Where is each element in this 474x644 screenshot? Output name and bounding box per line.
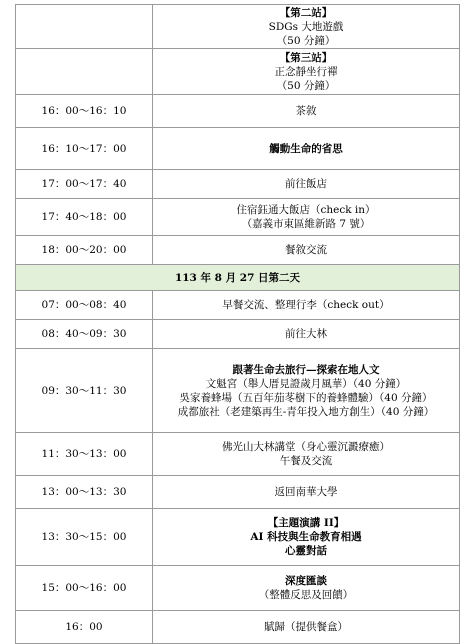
activity-cell <box>153 199 460 236</box>
activity-cell <box>153 236 460 265</box>
schedule-row <box>16 566 460 611</box>
activity-line: 【第三站】 <box>279 51 333 64</box>
schedule-row <box>16 49 460 95</box>
activity-line: 深度匯談 <box>285 575 327 587</box>
schedule-row <box>16 476 460 509</box>
schedule-row <box>16 611 460 644</box>
activity-line: 住宿鈺通大飯店（check in） <box>236 204 376 216</box>
schedule-row <box>16 95 460 128</box>
time-cell <box>16 5 153 49</box>
activity-line: 觸動生命的省思 <box>269 142 343 155</box>
activity-line: 正念靜坐行禪 <box>274 65 338 78</box>
time-cell: 17：40～18：00 <box>16 199 153 236</box>
activity-line: 【主題演講 II】 <box>267 517 345 529</box>
time-cell: 17：00～17：40 <box>16 170 153 199</box>
activity-cell <box>153 611 460 644</box>
time-cell: 18：00～20：00 <box>16 236 153 265</box>
activity-line: 成都旅社（老建築再生-青年投入地方創生）（40 分鐘） <box>177 405 435 418</box>
activity-cell <box>153 128 460 170</box>
schedule-row <box>16 349 460 433</box>
activity-cell <box>153 320 460 349</box>
activity-line: （50 分鐘） <box>276 34 336 47</box>
activity-line: （嘉義市東區維新路 7 號） <box>241 218 371 230</box>
activity-line: 茶敘 <box>295 105 317 117</box>
activity-line: （50 分鐘） <box>276 79 336 92</box>
activity-cell <box>153 95 460 128</box>
activity-line: 【第二站】 <box>279 6 333 19</box>
activity-cell <box>153 433 460 476</box>
activity-line: （整體反思及回饋） <box>258 589 354 601</box>
activity-cell <box>153 566 460 611</box>
day-header: 113 年 8 月 27 日第二天 <box>16 265 460 291</box>
time-cell: 16：00～16：10 <box>16 95 153 128</box>
schedule-row <box>16 320 460 349</box>
schedule-row <box>16 291 460 320</box>
activity-cell <box>153 509 460 566</box>
time-cell: 13：30～15：00 <box>16 509 153 566</box>
schedule-row <box>16 433 460 476</box>
schedule-table <box>15 4 460 644</box>
activity-line: 佛光山大林講堂（身心靈沉澱療癒） <box>222 441 390 453</box>
activity-cell <box>153 476 460 509</box>
activity-cell <box>153 349 460 433</box>
activity-line: 吳家養蜂場（五百年茄苳樹下的養蜂體驗）（40 分鐘） <box>179 391 433 404</box>
activity-line: 跟著生命去旅行—探索在地人文 <box>232 363 380 376</box>
schedule-row <box>16 509 460 566</box>
activity-line: 返回南華大學 <box>274 486 338 498</box>
activity-line: AI 科技與生命教育相遇 <box>250 531 362 543</box>
time-cell: 08：40～09：30 <box>16 320 153 349</box>
schedule-row <box>16 199 460 236</box>
day-header-row <box>16 265 460 291</box>
activity-line: 心靈對話 <box>285 545 327 557</box>
activity-cell <box>153 170 460 199</box>
activity-line: 賦歸（提供餐盒） <box>264 621 348 633</box>
activity-line: 前往大林 <box>285 328 327 340</box>
activity-line: 前往飯店 <box>285 178 327 190</box>
activity-cell <box>153 49 460 95</box>
schedule-row <box>16 128 460 170</box>
activity-line: 文魁宮（舉人厝見證歲月風華）（40 分鐘） <box>205 377 407 390</box>
time-cell <box>16 49 153 95</box>
activity-line: 餐敘交流 <box>285 244 327 256</box>
time-cell: 11：30～13：00 <box>16 433 153 476</box>
schedule-row <box>16 236 460 265</box>
schedule-body <box>16 5 460 644</box>
schedule-row <box>16 170 460 199</box>
activity-line: 早餐交流、整理行李（check out） <box>222 299 390 311</box>
activity-line: 午餐及交流 <box>279 455 333 467</box>
time-cell: 16：00 <box>16 611 153 644</box>
activity-line: SDGs 大地遊戲 <box>268 20 344 33</box>
time-cell: 15：00～16：00 <box>16 566 153 611</box>
time-cell: 09：30～11：30 <box>16 349 153 433</box>
time-cell: 13：00～13：30 <box>16 476 153 509</box>
schedule-row <box>16 5 460 49</box>
time-cell: 07：00～08：40 <box>16 291 153 320</box>
activity-cell <box>153 291 460 320</box>
activity-cell <box>153 5 460 49</box>
time-cell: 16：10～17：00 <box>16 128 153 170</box>
